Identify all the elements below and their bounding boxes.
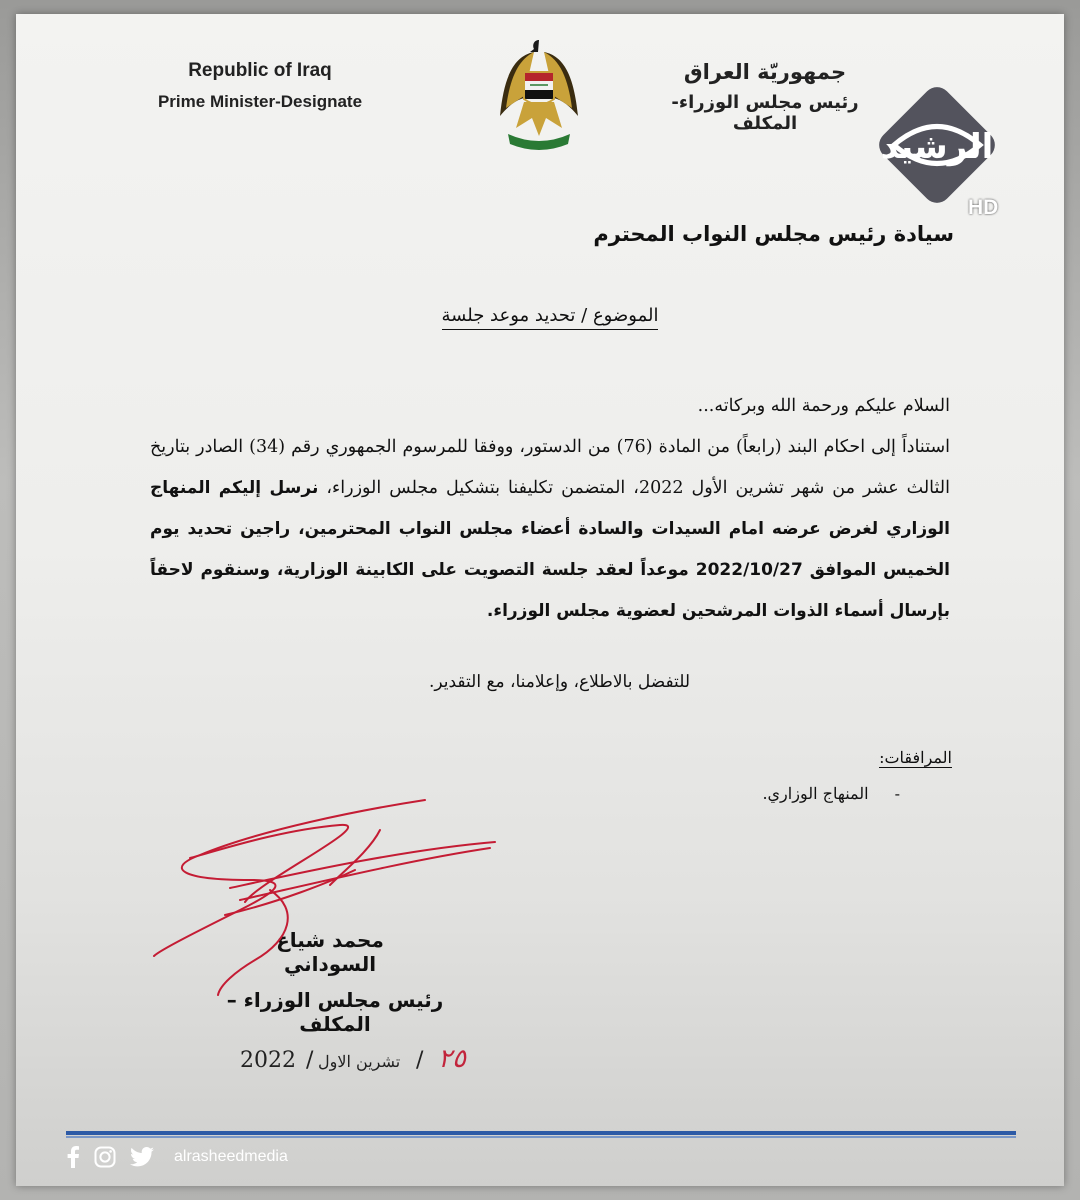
date-year: 2022 [240,1048,296,1073]
subject-line [400,305,700,326]
attachment-text: المنهاج الوزاري. [762,784,869,803]
facebook-icon[interactable] [66,1146,80,1168]
social-handle[interactable]: alrasheedmedia [174,1148,288,1165]
attachment-dash: - [894,784,900,803]
header-english [130,60,390,112]
twitter-icon[interactable] [130,1147,154,1167]
office-en: Prime Minister-Designate [157,92,363,111]
date-month: تشرين الاول [318,1052,401,1071]
subject-text: الموضوع / تحديد موعد جلسة [442,305,659,330]
signer-name: محمد شياع السوداني [276,928,384,976]
logo-text: الرشيد [880,127,994,167]
date-day-handwritten: ٢٥ [438,1044,466,1074]
country-ar: جمهوريّة العراق [683,60,847,84]
country-en: Republic of Iraq [188,60,332,81]
body-paragraph [150,427,950,632]
social-footer [66,1144,288,1170]
date-separator: / [416,1048,424,1073]
header-arabic [640,60,890,134]
addressee: سيادة رئيس مجلس النواب المحترم [593,222,954,246]
letter-date [230,1044,500,1084]
attachments-label [879,748,952,767]
greeting: السلام عليكم ورحمة الله وبركاته... [697,396,950,416]
hd-badge: HD [968,196,999,219]
instagram-icon[interactable] [94,1146,116,1168]
letter-body [150,386,950,632]
closing-line: للتفضل بالاطلاع، وإعلامنا، مع التقدير. [428,672,690,692]
office-ar: رئيس مجلس الوزراء-المكلف [671,92,859,134]
attachment-item [762,784,900,803]
iraq-eagle-emblem [494,36,584,154]
attachments-label-text: المرافقات: [879,748,952,767]
signer-title: رئيس مجلس الوزراء – المكلف [226,988,444,1036]
body-plain: استناداً إلى احكام البند (رابعاً) من المادة (76) من الدستور، ووفقا للمرسوم الجمهوري رقم (34) الصادر بتاريخ الثالث عشر من شهر تشرين الأول 2022، المتضمن تكليفنا بتشكيل مجلس الوزراء، [150,437,951,498]
handwritten-signature [140,790,520,1000]
body-bold: نرسل إليكم المنهاج الوزاري لغرض عرضه امام السيدات والسادة أعضاء مجلس النواب المحترمين، راجين تحديد يوم الخميس الموافق 2022/10/27 موعداً لعقد جلسة التصويت على الكابينة الوزارية، وسنقوم لاحقاً بإرسال أسماء الذوات المرشحين لعضوية مجلس الوزراء. [150,478,950,621]
footer-divider [66,1131,1016,1135]
date-separator: / [306,1048,314,1073]
